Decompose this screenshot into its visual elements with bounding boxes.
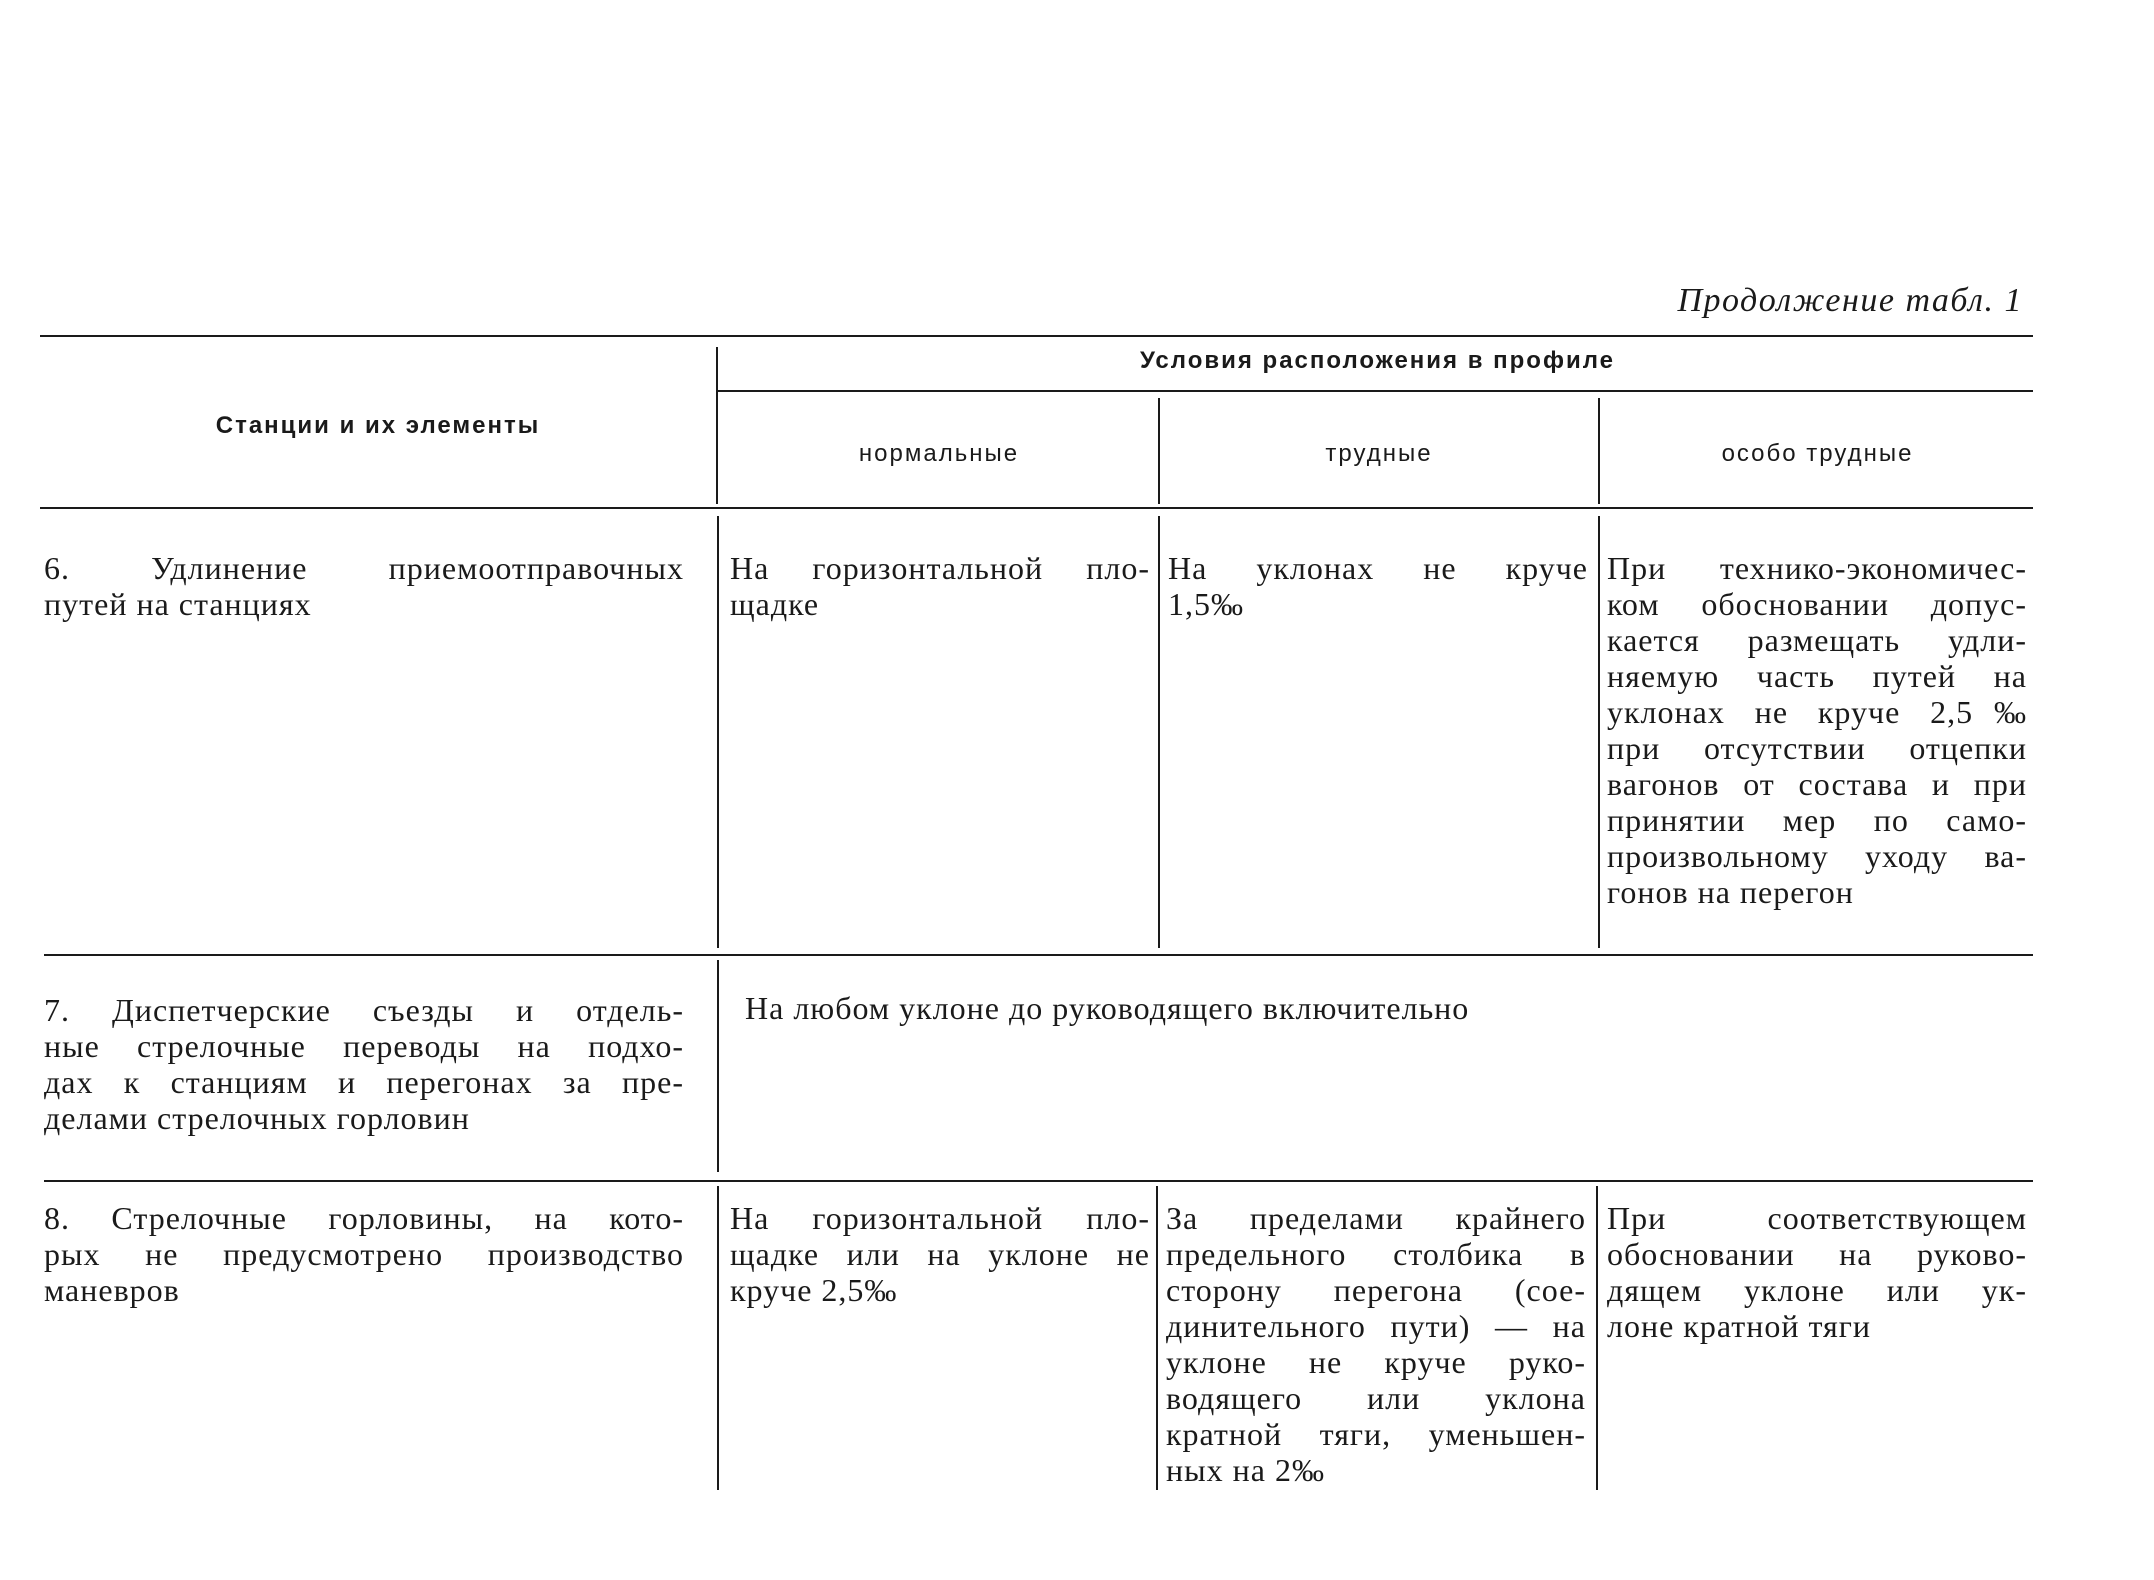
row7-station-line: дах к станциям и перегонах за пре- bbox=[44, 1064, 684, 1100]
row6-especially-line: кается размещать удли- bbox=[1607, 622, 2027, 658]
row8-normal-line: щадке или на уклоне не bbox=[730, 1236, 1150, 1272]
row8-especially-line: лоне кратной тяги bbox=[1607, 1308, 1871, 1344]
row8-normal-line: круче 2,5‰ bbox=[730, 1272, 898, 1308]
row8-difficult-line: уклоне не круче руко- bbox=[1166, 1344, 1586, 1380]
row8-especially-line: При соответствующем bbox=[1607, 1200, 2027, 1236]
row8-difficult-line: кратной тяги, уменьшен- bbox=[1166, 1416, 1586, 1452]
row8-normal-line: На горизонтальной пло- bbox=[730, 1200, 1150, 1236]
row6-bottom-rule bbox=[44, 954, 2033, 956]
row8-station-line: рых не предусмотрено производство bbox=[44, 1236, 684, 1272]
row8-especially-difficult bbox=[1607, 1200, 2027, 1344]
row6-especially-difficult bbox=[1607, 550, 2027, 910]
row8-station bbox=[44, 1200, 684, 1308]
row6-divider-difficult bbox=[1598, 516, 1600, 948]
row8-difficult-line: За пределами крайнего bbox=[1166, 1200, 1586, 1236]
row6-divider-stations bbox=[717, 516, 719, 948]
row8-difficult bbox=[1166, 1200, 1586, 1488]
column-header-stations: Станции и их элементы bbox=[215, 412, 541, 439]
row8-station-line: маневров bbox=[44, 1272, 180, 1308]
row7-station-line: 7. Диспетчерские съезды и отдель- bbox=[44, 992, 684, 1028]
column-header-difficult: трудные bbox=[1325, 440, 1433, 467]
header-divider-difficult bbox=[1598, 398, 1600, 504]
row6-normal-line: щадке bbox=[730, 586, 820, 622]
group-header-rule bbox=[717, 390, 2033, 392]
row6-especially-line: при отсутствии отцепки bbox=[1607, 730, 2027, 766]
row6-normal bbox=[730, 550, 1150, 622]
row8-divider-stations bbox=[717, 1186, 719, 1490]
column-header-normal: нормальные bbox=[858, 440, 1020, 467]
row6-especially-line: ком обосновании допус- bbox=[1607, 586, 2027, 622]
row6-especially-line: произвольному уходу ва- bbox=[1607, 838, 2027, 874]
row6-especially-line: няемую часть путей на bbox=[1607, 658, 2027, 694]
row8-especially-line: обосновании на руково- bbox=[1607, 1236, 2027, 1272]
table-top-rule bbox=[40, 335, 2033, 337]
row7-merged-conditions: На любом уклоне до руководящего включительно bbox=[745, 990, 1470, 1026]
row6-especially-line: принятии мер по само- bbox=[1607, 802, 2027, 838]
row6-difficult-line: 1,5‰ bbox=[1168, 586, 1244, 622]
row7-station bbox=[44, 992, 684, 1136]
header-bottom-rule bbox=[40, 507, 2033, 509]
row8-difficult-line: ных на 2‰ bbox=[1166, 1452, 1325, 1488]
row6-especially-line: уклонах не круче 2,5‰ bbox=[1607, 694, 2027, 730]
row8-especially-line: дящем уклоне или ук- bbox=[1607, 1272, 2027, 1308]
row6-difficult-line: На уклонах не круче bbox=[1168, 550, 1588, 586]
table-caption: Продолжение табл. 1 bbox=[1677, 282, 2023, 319]
column-header-especially-difficult: особо трудные bbox=[1721, 440, 1914, 467]
row8-difficult-line: водящего или уклона bbox=[1166, 1380, 1586, 1416]
row6-station-line: 6. Удлинение приемоотправочных bbox=[44, 550, 684, 586]
row8-station-line: 8. Стрелочные горловины, на кото- bbox=[44, 1200, 684, 1236]
row6-especially-line: При технико-экономичес- bbox=[1607, 550, 2027, 586]
row6-divider-normal bbox=[1158, 516, 1160, 948]
row6-especially-line: вагонов от состава и при bbox=[1607, 766, 2027, 802]
row6-station-line: путей на станциях bbox=[44, 586, 312, 622]
row8-divider-difficult bbox=[1596, 1186, 1598, 1490]
row7-divider-stations bbox=[717, 960, 719, 1172]
row7-station-line: делами стрелочных горловин bbox=[44, 1100, 470, 1136]
row6-station bbox=[44, 550, 684, 622]
row6-especially-line: гонов на перегон bbox=[1607, 874, 1854, 910]
row8-normal bbox=[730, 1200, 1150, 1308]
row8-difficult-line: динительного пути) — на bbox=[1166, 1308, 1586, 1344]
row7-station-line: ные стрелочные переводы на подхо- bbox=[44, 1028, 684, 1064]
header-divider-stations bbox=[716, 347, 718, 504]
row6-normal-line: На горизонтальной пло- bbox=[730, 550, 1150, 586]
row6-difficult bbox=[1168, 550, 1588, 622]
row8-difficult-line: предельного столбика в bbox=[1166, 1236, 1586, 1272]
column-group-header: Условия расположения в профиле bbox=[1140, 347, 1615, 374]
header-divider-normal bbox=[1158, 398, 1160, 504]
row7-bottom-rule bbox=[44, 1180, 2033, 1182]
row8-difficult-line: сторону перегона (сое- bbox=[1166, 1272, 1586, 1308]
row8-divider-normal bbox=[1156, 1186, 1158, 1490]
